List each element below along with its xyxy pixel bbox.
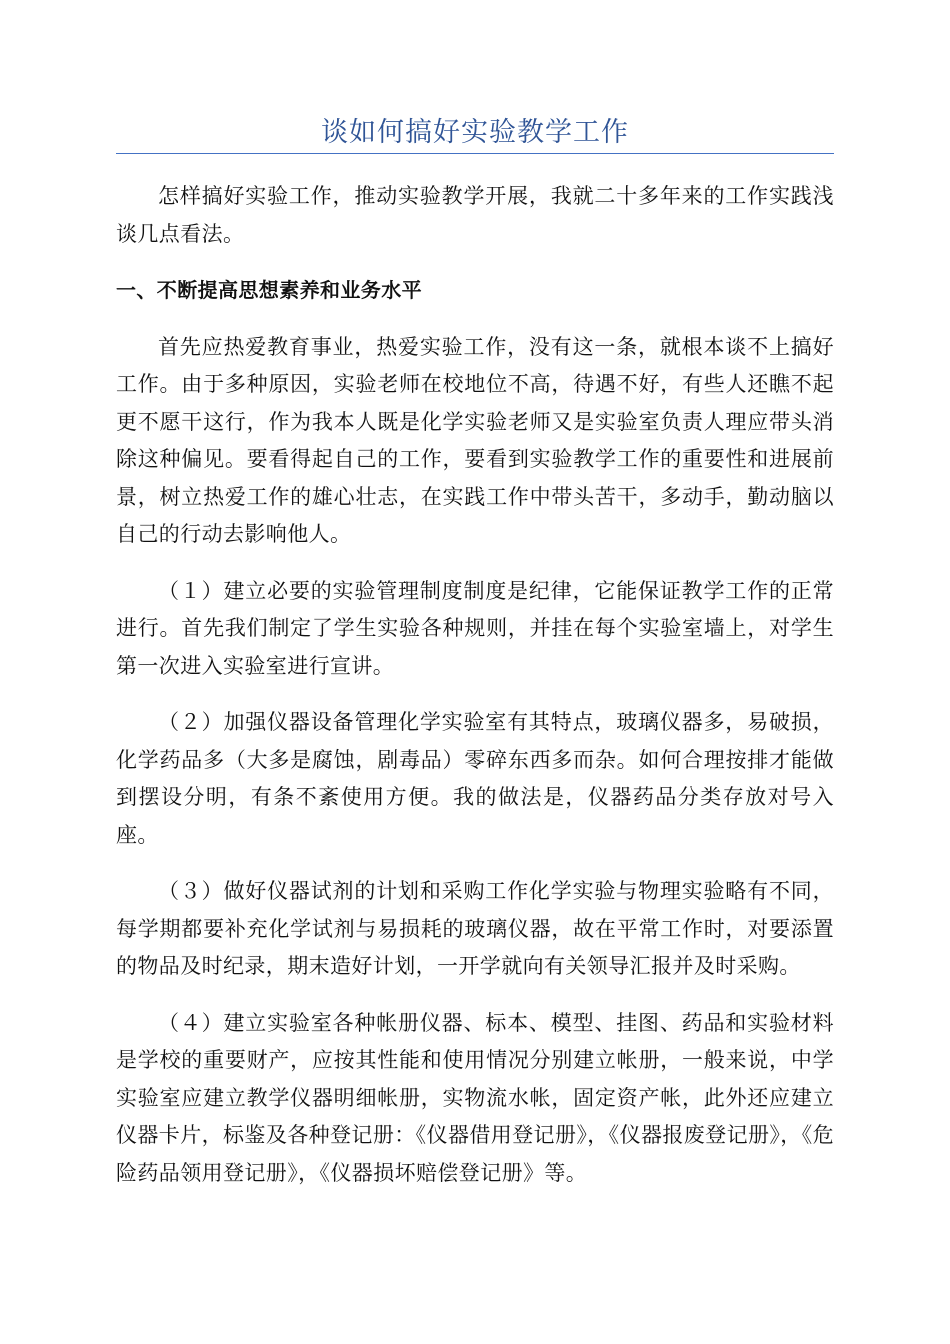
body-paragraph-3: （２）加强仪器设备管理化学实验室有其特点，玻璃仪器多，易破损，化学药品多（大多是腐蚀，剧毒品）零碎东西多而杂。如何合理按排才能做到摆设分明，有条不紊使用方便。我的做法是，仪器药品分类存放对号入座。 — [116, 710, 834, 847]
body-paragraph-4: （３）做好仪器试剂的计划和采购工作化学实验与物理实验略有不同，每学期都要补充化学试剂与易损耗的玻璃仪器，故在平常工作时，对要添置的物品及时纪录，期末造好计划，一开学就向有关领导汇报并及时采购。 — [116, 879, 834, 978]
body-paragraph-2: （１）建立必要的实验管理制度制度是纪律，它能保证教学工作的正常进行。首先我们制定了学生实验各种规则，并挂在每个实验室墙上，对学生第一次进入实验室进行宣讲。 — [116, 578, 834, 678]
body-paragraph-5: （４）建立实验室各种帐册仪器、标本、模型、挂图、药品和实验材料是学校的重要财产，应按其性能和使用情况分别建立帐册，一般来说，中学实验室应建立教学仪器明细帐册，实物流水帐，固定资产帐，此外还应建立仪器卡片，标鉴及各种登记册：《仪器借用登记册》，《仪器报废登记册》，《危险药品领用登记册》，《仪器损坏赔偿登记册》等。 — [116, 1010, 834, 1185]
intro-paragraph: 怎样搞好实验工作，推动实验教学开展，我就二十多年来的工作实践浅谈几点看法。 — [116, 184, 834, 246]
body-paragraph-1: 首先应热爱教育事业，热爱实验工作，没有这一条，就根本谈不上搞好工作。由于多种原因，实验老师在校地位不高，待遇不好，有些人还瞧不起更不愿干这行，作为我本人既是化学实验老师又是实验室负责人理应带头消除这种偏见。要看得起自己的工作，要看到实验教学工作的重要性和进展前景，树立热爱工作的雄心壮志，在实践工作中带头苦干，多动手，勤动脑以自己的行动去影响他人。 — [116, 334, 834, 546]
document-title: 谈如何搞好实验教学工作 — [321, 117, 629, 148]
section-heading: 一、不断提高思想素养和业务水平 — [116, 278, 422, 302]
title-underline — [116, 153, 834, 154]
document-body — [116, 178, 834, 1211]
